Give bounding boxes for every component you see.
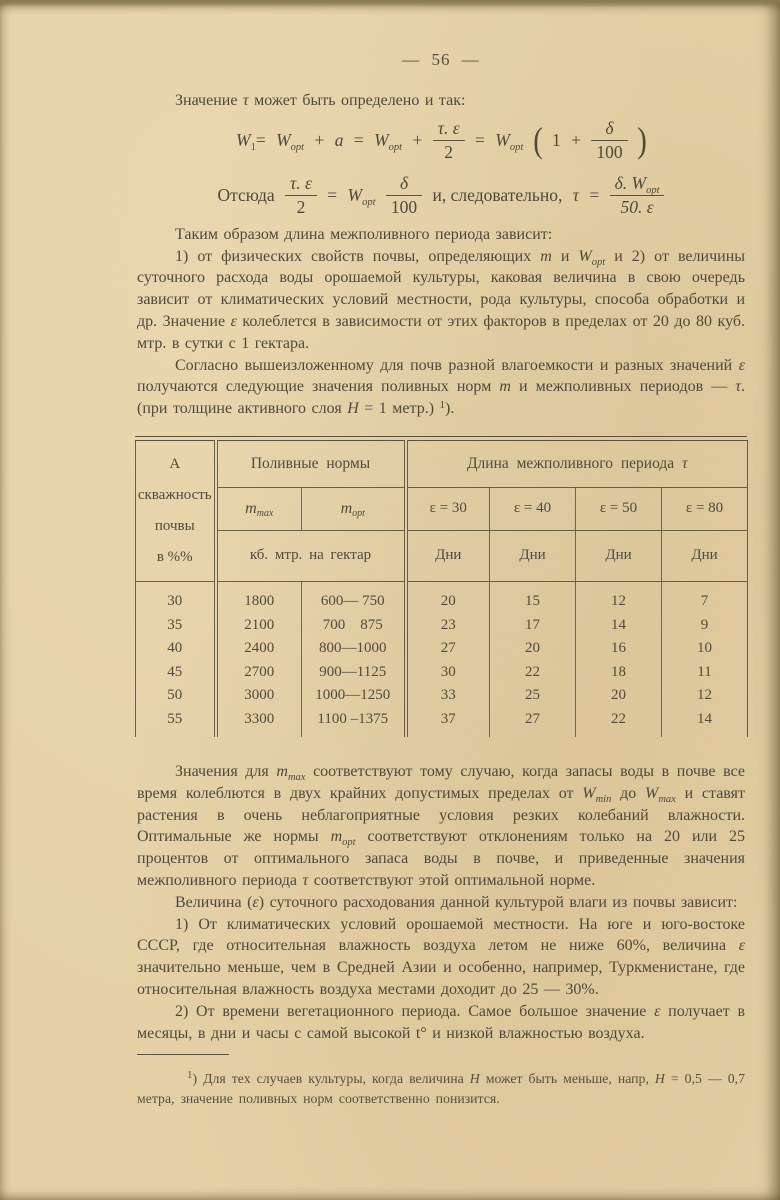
table-cell: 1100 –1375	[302, 707, 406, 737]
table-cell: 12	[662, 684, 748, 708]
table-cell: 18	[576, 660, 662, 684]
footnote: $^1$) Для тех случаев культуры, когда величина H может быть меньше, напр, H = 0,5 — 0,7 метра, значение поливных норм соответственно понизится.	[137, 1069, 745, 1107]
right-paren: )	[637, 120, 647, 161]
paragraph-thus: Таким образом длина межполивного периода зависит:	[175, 225, 553, 243]
paragraph-intro: Значение τ может быть определено и так:	[175, 92, 466, 109]
table-cell: 700 875	[302, 613, 406, 637]
table-cell: 11	[662, 660, 748, 684]
table-cell: 20	[576, 684, 662, 708]
table-cell: 10	[662, 637, 748, 661]
table-cell: 2400	[216, 637, 302, 661]
table-cell: 20	[490, 637, 576, 661]
header-eps-50: ε = 50	[576, 487, 662, 530]
table-cell: 40	[167, 640, 183, 657]
irrigation-table	[135, 440, 748, 737]
page-content	[137, 0, 745, 1109]
formula-tau: Отсюда $\frac{\tau. \varepsilon}{2}$ = $W_{opt}$ $\frac{\delta}{100}$ и, следовательно, τ = $\frac{\delta. W_{opt}}{50. \varepsilon}$	[137, 173, 745, 218]
header-days-3: Дни	[576, 530, 662, 581]
header-period-group: Длина межполивного периода τ	[406, 440, 748, 487]
table-cell: 7	[662, 581, 748, 613]
table-cell: 12	[576, 581, 662, 613]
table-cell: 22	[576, 707, 662, 737]
header-days-1: Дни	[406, 530, 490, 581]
table-cell: 14	[576, 613, 662, 637]
table-cell: 50	[167, 687, 183, 704]
table-cell: 14	[662, 707, 748, 737]
footnote-marker: 1	[439, 399, 446, 412]
paragraph-epsilon-depends: Величина (ε) суточного расходования данной культурой влаги из почвы зависит:	[175, 893, 738, 911]
table-row	[136, 684, 748, 708]
table-row	[136, 707, 748, 737]
formula-w1: $W_1= W_{opt} + a = W_{opt}$ + $\frac{\tau. \varepsilon}{2}$ = $W_{opt}$ ( 1 + $\frac{\delta}{100}$ )	[236, 117, 647, 163]
table-row	[136, 660, 748, 684]
header-m-opt: $m_{opt}$	[302, 487, 406, 530]
header-eps-40: ε = 40	[490, 487, 576, 530]
table-cell: 45	[167, 663, 183, 680]
table-cell: 1800	[216, 581, 302, 613]
table-cell: 27	[406, 637, 490, 661]
table-cell: 23	[406, 613, 490, 637]
table-cell: 3300	[216, 707, 302, 737]
header-eps-30: ε = 30	[406, 487, 490, 530]
table-cell: 3000	[216, 684, 302, 708]
page-number: — 56 —	[402, 50, 480, 69]
table-cell: 15	[490, 581, 576, 613]
paragraph-factors: 1) от физических свойств почвы, определяющих m и $W_{opt}$ и 2) от величины суточного расхода воды орошаемой культуры, каковая величина в свою очередь зависит от климатических условий местности, рода культуры, способа обработки и др. Значение ε колеблется в зависимости от этих факторов в пределах от 20 до 80 куб. мтр. в сутки с 1 гектара.	[137, 247, 745, 352]
table-cell: 2100	[216, 613, 302, 637]
table-cell: 37	[406, 707, 490, 737]
header-norms-group: Поливные нормы	[216, 440, 406, 487]
irrigation-table-wrap	[135, 436, 747, 737]
footnote-rule	[137, 1054, 229, 1055]
left-paren: (	[532, 120, 543, 161]
header-days-2: Дни	[490, 530, 576, 581]
table-row	[136, 637, 748, 661]
header-m-max: $m_{max}$	[216, 487, 302, 530]
table-cell: 27	[490, 707, 576, 737]
header-days-4: Дни	[662, 530, 748, 581]
table-cell: 9	[662, 613, 748, 637]
header-eps-80: ε = 80	[662, 487, 748, 530]
table-cell: 33	[406, 684, 490, 708]
header-unit: кб. мтр. на гектар	[216, 530, 406, 581]
table-cell: 30	[167, 593, 183, 610]
table-cell: 17	[490, 613, 576, 637]
paragraph-climate: 1) От климатических условий орошаемой местности. На юге и юго-востоке СССР, где относительная влажность воздуха летом не ниже 60%, величина ε значительно меньше, чем в Средней Азии и особенно, например, Туркменистане, где относительная влажность воздуха местами доходит до 25 — 30%.	[137, 915, 745, 998]
table-row	[136, 581, 748, 613]
paragraph-according: Согласно вышеизложенному для почв разной влагоемкости и разных значений ε получаются следующие значения поливных норм m и межполивных периодов — τ. (при толщине активного слоя H = 1 метр.) $^1$).	[137, 356, 745, 418]
table-cell: 22	[490, 660, 576, 684]
table-cell: 20	[406, 581, 490, 613]
table-cell: 30	[406, 660, 490, 684]
table-cell: 800—1000	[302, 637, 406, 661]
table-cell: 25	[490, 684, 576, 708]
header-porosity: А скважность почвы в %%	[136, 440, 216, 581]
table-cell: 35	[167, 616, 183, 633]
table-cell: 900—1125	[302, 660, 406, 684]
table-cell: 1000—1250	[302, 684, 406, 708]
table-cell: 16	[576, 637, 662, 661]
table-cell: 2700	[216, 660, 302, 684]
table-cell: 600— 750	[302, 581, 406, 613]
table-cell: 55	[167, 710, 183, 727]
table-row	[136, 613, 748, 637]
paragraph-vegetation: 2) От времени вегетационного периода. Самое большое значение ε получает в месяцы, в дни и часы с самой высокой t° и низкой влажностью воздуха.	[137, 1002, 745, 1042]
paragraph-mmax-meaning: Значения для $m_{max}$ соответствуют тому случаю, когда запасы воды в почве все время колеблются в двух крайних допустимых пределах от $W_{min}$ до $W_{max}$ и ставят растения в очень неблагоприятные условия резких колебаний влажности. Оптимальные же нормы $m_{opt}$ соответствуют отклонениям только на 20 или 25 процентов от оптимального запаса воды в почве, и приведенные значения межполивного периода τ соответствуют этой оптимальной норме.	[137, 762, 746, 889]
